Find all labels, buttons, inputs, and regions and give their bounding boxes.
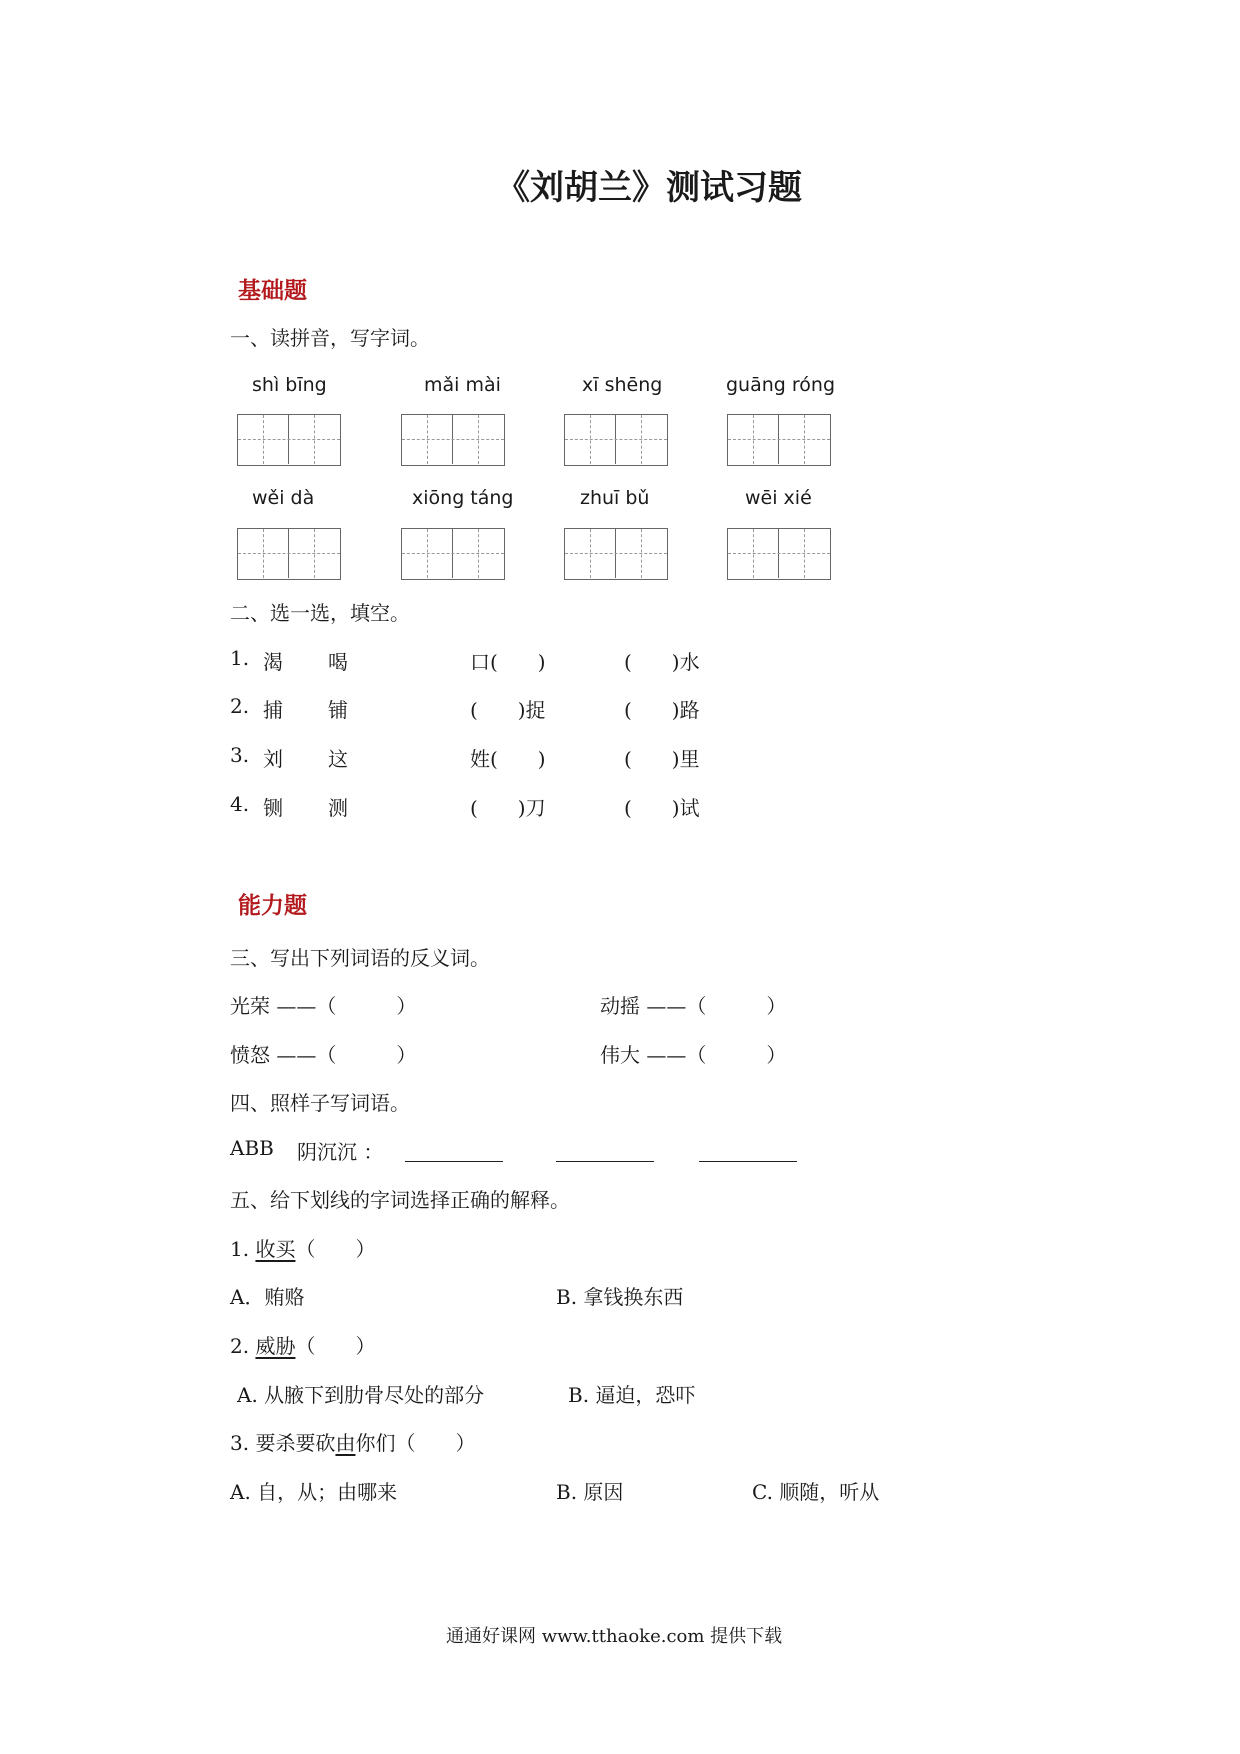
fill-blank[interactable]: ( )路: [624, 698, 700, 722]
fill-blank[interactable]: ( )水: [624, 650, 700, 674]
section-heading-ability: 能力题: [238, 893, 307, 919]
fill-blank[interactable]: 口( ): [470, 650, 546, 674]
choice-char-a: 铡: [263, 796, 283, 820]
pinyin-label: wěi dà: [252, 487, 315, 509]
choice-row-number: 3.: [230, 743, 250, 767]
sentence-start: 3. 要杀要砍: [230, 1431, 336, 1455]
underlined-word: 收买: [255, 1237, 296, 1261]
choice-char-b: 这: [328, 747, 348, 771]
writing-grid[interactable]: [564, 414, 668, 466]
answer-line[interactable]: [556, 1161, 654, 1162]
sub-question-2: [230, 1330, 375, 1359]
choice-char-b: 铺: [328, 698, 348, 722]
option-a[interactable]: A．贿赂: [230, 1285, 305, 1309]
writing-grid[interactable]: [401, 414, 505, 466]
writing-grid[interactable]: [237, 528, 341, 580]
question-4-prompt: 四、照样子写词语。: [230, 1091, 410, 1115]
fill-blank[interactable]: ( )里: [624, 747, 700, 771]
choice-char-a: 刘: [263, 747, 283, 771]
writing-grid[interactable]: [727, 414, 831, 466]
option-b[interactable]: B. 原因: [556, 1480, 624, 1504]
pinyin-label: zhuī bǔ: [580, 487, 650, 509]
answer-line[interactable]: [405, 1161, 503, 1162]
section-heading-basic: 基础题: [238, 278, 307, 304]
underlined-word: 由: [335, 1431, 356, 1455]
pinyin-label: xī shēng: [582, 374, 663, 396]
pinyin-label: guāng róng: [726, 374, 836, 396]
footer-credit: 通通好课网 www.tthaoke.com 提供下载: [446, 1626, 783, 1647]
answer-line[interactable]: [699, 1161, 797, 1162]
antonym-item[interactable]: 光荣 ——（ ）: [230, 994, 417, 1018]
writing-grid[interactable]: [727, 528, 831, 580]
sub-question-number: 2.: [230, 1334, 250, 1358]
option-a[interactable]: A. 自，从；由哪来: [230, 1480, 398, 1504]
answer-paren[interactable]: （ ）: [295, 1237, 376, 1261]
underlined-word: 威胁: [255, 1334, 296, 1358]
question-2-prompt: 二、选一选，填空。: [230, 601, 410, 625]
antonym-item[interactable]: 伟大 ——（ ）: [600, 1043, 787, 1067]
antonym-item[interactable]: 动摇 ——（ ）: [600, 994, 787, 1018]
choice-row-number: 4.: [230, 792, 250, 816]
choice-char-a: 捕: [263, 698, 283, 722]
pinyin-label: shì bīng: [252, 374, 327, 396]
fill-blank[interactable]: 姓( ): [470, 747, 546, 771]
fill-blank[interactable]: ( )试: [624, 796, 700, 820]
choice-char-a: 渴: [263, 650, 283, 674]
choice-char-b: 测: [328, 796, 348, 820]
pinyin-label: xiōng táng: [412, 487, 514, 509]
pinyin-label: mǎi mài: [424, 374, 501, 396]
fill-blank[interactable]: ( )捉: [470, 698, 546, 722]
option-c[interactable]: C. 顺随，听从: [752, 1480, 880, 1504]
choice-char-b: 喝: [328, 650, 348, 674]
sentence-end[interactable]: 你们（ ）: [355, 1431, 476, 1455]
antonym-item[interactable]: 愤怒 ——（ ）: [230, 1043, 417, 1067]
pattern-label: ABB: [230, 1136, 274, 1160]
sub-question-1: [230, 1233, 375, 1262]
choice-row-number: 2.: [230, 694, 250, 718]
option-a[interactable]: A. 从腋下到肋骨尽处的部分: [237, 1383, 485, 1407]
question-3-prompt: 三、写出下列词语的反义词。: [230, 946, 490, 970]
sub-question-3: [230, 1427, 475, 1456]
question-5-prompt: 五、给下划线的字词选择正确的解释。: [230, 1188, 570, 1212]
sub-question-number: 1.: [230, 1237, 250, 1261]
fill-blank[interactable]: ( )刀: [470, 796, 546, 820]
answer-paren[interactable]: （ ）: [295, 1334, 376, 1358]
option-b[interactable]: B. 逼迫，恐吓: [568, 1383, 696, 1407]
page-title: 《刘胡兰》测试习题: [496, 168, 802, 208]
writing-grid[interactable]: [237, 414, 341, 466]
option-b[interactable]: B. 拿钱换东西: [556, 1285, 684, 1309]
writing-grid[interactable]: [564, 528, 668, 580]
writing-grid[interactable]: [401, 528, 505, 580]
example-word: 阴沉沉 ：: [297, 1140, 384, 1164]
pinyin-label: wēi xié: [745, 487, 812, 509]
question-1-prompt: 一、读拼音，写字词。: [230, 326, 430, 350]
choice-row-number: 1.: [230, 646, 250, 670]
